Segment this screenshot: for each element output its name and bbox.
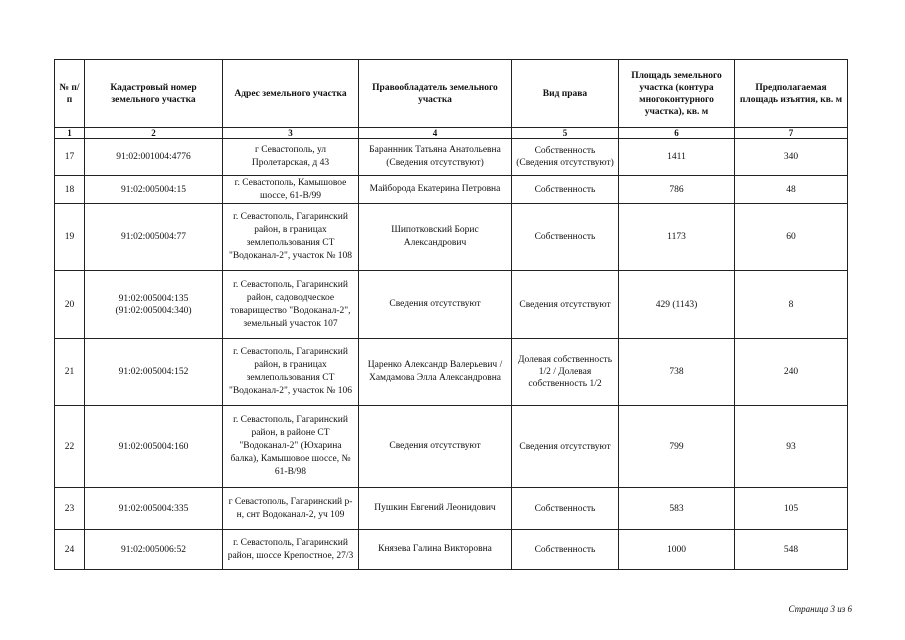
plot-address: г. Севастополь, Гагаринский район, садоводческое товарищество "Водоканал-2", земельный участок 107 [223, 271, 359, 339]
plot-address: г Севастополь, ул Пролетарская, д 43 [223, 139, 359, 176]
table-row [55, 406, 848, 488]
plot-area: 1411 [619, 139, 735, 176]
plot-area: 429 (1143) [619, 271, 735, 339]
header-num: № п/п [55, 60, 85, 128]
right-type: Собственность [512, 176, 619, 204]
header-withdraw: Предполагаемая площадь изъятия, кв. м [735, 60, 848, 128]
row-number: 24 [55, 530, 85, 570]
plot-area: 1173 [619, 204, 735, 271]
withdraw-area: 340 [735, 139, 848, 176]
cadastral-number: 91:02:005004:15 [85, 176, 223, 204]
col-number: 3 [223, 128, 359, 139]
row-number: 17 [55, 139, 85, 176]
cadastral-number: 91:02:005004:152 [85, 339, 223, 406]
header-cadastral: Кадастровый номер земельного участка [85, 60, 223, 128]
plot-area: 738 [619, 339, 735, 406]
right-type: Собственность [512, 530, 619, 570]
withdraw-area: 48 [735, 176, 848, 204]
table-row [55, 271, 848, 339]
row-number: 22 [55, 406, 85, 488]
plot-owner: Князева Галина Викторовна [359, 530, 512, 570]
col-number: 1 [55, 128, 85, 139]
table-header-row [55, 60, 848, 128]
page-number: Страница 3 из 6 [788, 604, 852, 614]
row-number: 23 [55, 488, 85, 530]
cadastral-number: 91:02:001004:4776 [85, 139, 223, 176]
table-row [55, 339, 848, 406]
table-row [55, 139, 848, 176]
col-number: 4 [359, 128, 512, 139]
plot-address: г. Севастополь, Гагаринский район, в районе СТ "Водоканал-2" (Юхарина балка), Камышовое шоссе, № 61-В/98 [223, 406, 359, 488]
plot-owner: Бараннник Татьяна Анатольевна (Сведения отсутствуют) [359, 139, 512, 176]
withdraw-area: 240 [735, 339, 848, 406]
header-area: Площадь земельного участка (контура многоконтурного участка), кв. м [619, 60, 735, 128]
plot-area: 799 [619, 406, 735, 488]
col-number: 2 [85, 128, 223, 139]
right-type: Сведения отсутствуют [512, 271, 619, 339]
table-row [55, 176, 848, 204]
plot-owner: Сведения отсутствуют [359, 406, 512, 488]
column-number-row [55, 128, 848, 139]
withdraw-area: 8 [735, 271, 848, 339]
cadastral-number: 91:02:005004:135 (91:02:005004:340) [85, 271, 223, 339]
right-type: Собственность [512, 204, 619, 271]
plot-address: г. Севастополь, Гагаринский район, в границах землепользования СТ "Водоканал-2", участок № 108 [223, 204, 359, 271]
plot-owner: Пушкин Евгений Леонидович [359, 488, 512, 530]
row-number: 19 [55, 204, 85, 271]
withdraw-area: 60 [735, 204, 848, 271]
header-owner: Правообладатель земельного участка [359, 60, 512, 128]
cadastral-number: 91:02:005004:160 [85, 406, 223, 488]
plot-address: г. Севастополь, Камышовое шоссе, 61-В/99 [223, 176, 359, 204]
plot-area: 1000 [619, 530, 735, 570]
table-row [55, 488, 848, 530]
plot-owner: Шипотковский Борис Александрович [359, 204, 512, 271]
col-number: 5 [512, 128, 619, 139]
withdraw-area: 105 [735, 488, 848, 530]
plot-area: 583 [619, 488, 735, 530]
header-address: Адрес земельного участка [223, 60, 359, 128]
right-type: Долевая собственность 1/2 / Долевая собственность 1/2 [512, 339, 619, 406]
cadastral-number: 91:02:005004:77 [85, 204, 223, 271]
cadastral-number: 91:02:005006:52 [85, 530, 223, 570]
row-number: 20 [55, 271, 85, 339]
plot-owner: Царенко Александр Валерьевич / Хамдамова Элла Александровна [359, 339, 512, 406]
table-row [55, 204, 848, 271]
cadastral-number: 91:02:005004:335 [85, 488, 223, 530]
right-type: Собственность [512, 488, 619, 530]
right-type: Сведения отсутствуют [512, 406, 619, 488]
plot-address: г. Севастополь, Гагаринский район, шоссе Крепостное, 27/3 [223, 530, 359, 570]
col-number: 7 [735, 128, 848, 139]
plot-address: г. Севастополь, Гагаринский район, в границах землепользования СТ "Водоканал-2", участок № 106 [223, 339, 359, 406]
withdraw-area: 93 [735, 406, 848, 488]
col-number: 6 [619, 128, 735, 139]
withdraw-area: 548 [735, 530, 848, 570]
land-plots-table [54, 59, 848, 570]
header-right: Вид права [512, 60, 619, 128]
right-type: Собственность (Сведения отсутствуют) [512, 139, 619, 176]
row-number: 18 [55, 176, 85, 204]
plot-address: г Севастополь, Гагаринский р-н, снт Водоканал-2, уч 109 [223, 488, 359, 530]
plot-owner: Майборода Екатерина Петровна [359, 176, 512, 204]
plot-area: 786 [619, 176, 735, 204]
row-number: 21 [55, 339, 85, 406]
plot-owner: Сведения отсутствуют [359, 271, 512, 339]
table-row [55, 530, 848, 570]
